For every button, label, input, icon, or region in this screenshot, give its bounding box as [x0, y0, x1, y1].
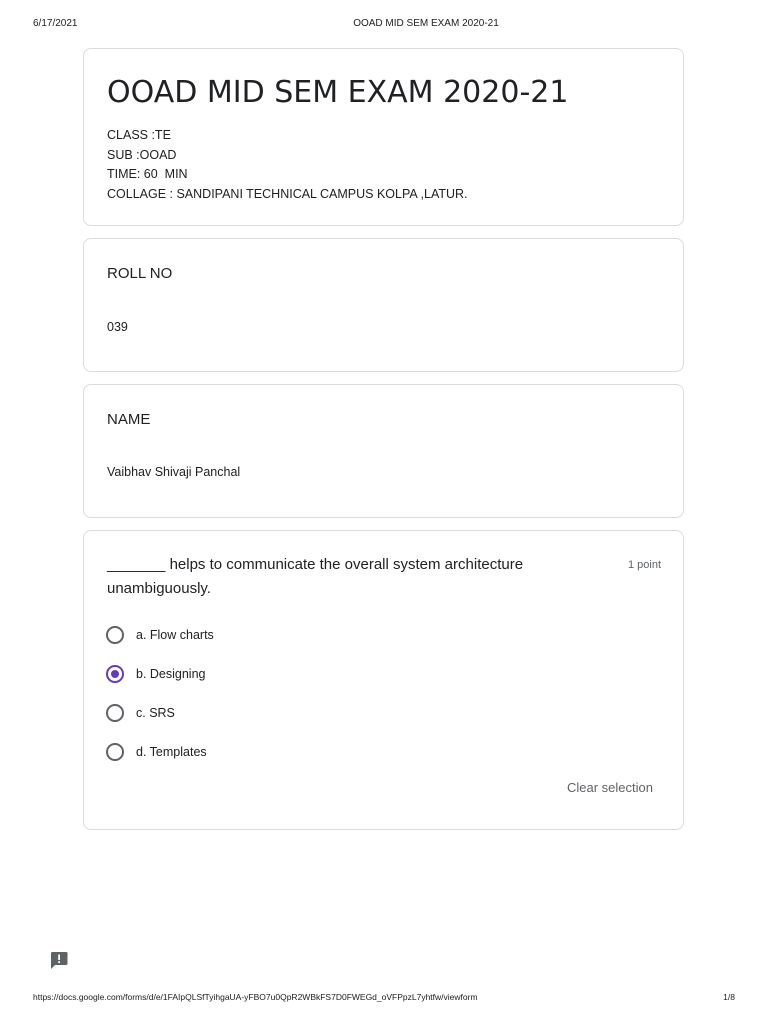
feedback-icon[interactable]	[49, 950, 69, 970]
radio-button-checked[interactable]	[106, 665, 124, 683]
radio-button-unchecked[interactable]	[106, 743, 124, 761]
description-subject: SUB :OOAD	[107, 147, 177, 162]
option-b[interactable]	[106, 663, 206, 685]
radio-button-unchecked[interactable]	[106, 704, 124, 722]
option-label: c. SRS	[136, 706, 175, 720]
option-label: b. Designing	[136, 667, 206, 681]
form-header-card	[83, 48, 684, 226]
mcq-question-card	[83, 530, 684, 830]
roll-no-answer: 039	[107, 320, 128, 334]
option-label: d. Templates	[136, 745, 207, 759]
form-title: OOAD MID SEM EXAM 2020-21	[107, 75, 569, 110]
option-c[interactable]	[106, 702, 175, 724]
roll-no-question-card	[83, 238, 684, 372]
radio-button-unchecked[interactable]	[106, 626, 124, 644]
roll-no-label: ROLL NO	[107, 265, 173, 282]
name-question-card	[83, 384, 684, 518]
print-date: 6/17/2021	[33, 18, 78, 29]
description-time: TIME: 60 MIN	[107, 167, 188, 181]
name-answer: Vaibhav Shivaji Panchal	[107, 465, 241, 479]
description-class: CLASS :TE	[107, 128, 171, 142]
print-title: OOAD MID SEM EXAM 2020-21	[353, 18, 499, 29]
form-description	[107, 126, 468, 204]
option-label: a. Flow charts	[136, 628, 214, 642]
question-text: _______ helps to communicate the overall system architecture unambiguously.	[107, 556, 524, 597]
description-college: COLLAGE : SANDIPANI TECHNICAL CAMPUS KOLPA ,LATUR.	[107, 186, 468, 201]
option-a[interactable]	[106, 624, 214, 646]
name-label: NAME	[107, 411, 151, 428]
print-header	[0, 18, 768, 32]
print-footer-url: https://docs.google.com/forms/d/e/1FAIpQLSfTyihgaUA-yFBO7u0QpR2WBkFS7D0FWEGd_oVFPpzL7yhtfw/viewform	[33, 992, 478, 1002]
print-footer-page: 1/8	[723, 992, 735, 1002]
points-label: 1 point	[627, 559, 661, 571]
clear-selection-button[interactable]: Clear selection	[567, 780, 653, 795]
option-d[interactable]	[106, 741, 207, 763]
